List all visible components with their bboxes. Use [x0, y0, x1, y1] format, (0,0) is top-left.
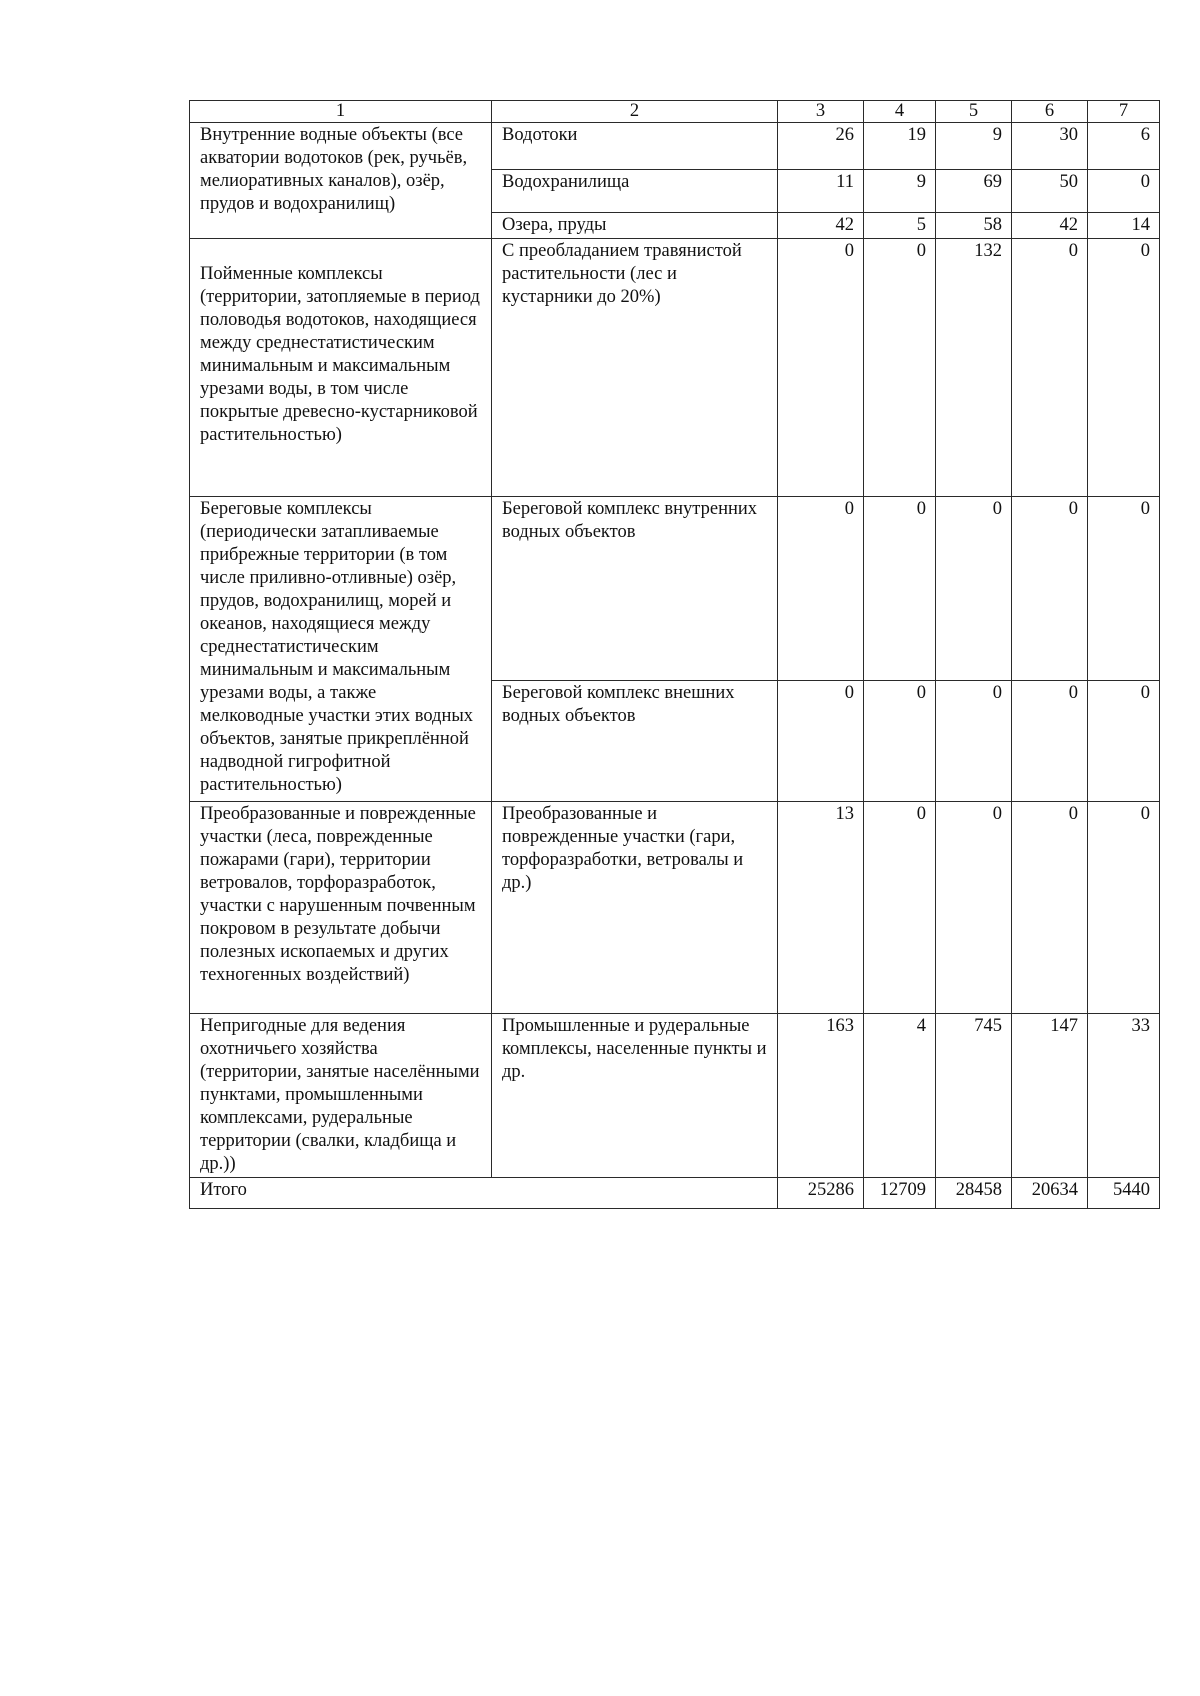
- category-cell: Внутренние водные объекты (все акватории водотоков (рек, ручьёв, мелиоративных каналов), озёр, прудов и водохранилищ): [190, 123, 492, 239]
- type-cell: Озера, пруды: [492, 213, 778, 239]
- table-row: [190, 123, 1160, 170]
- value-cell: 745: [936, 1014, 1012, 1178]
- value-cell: 0: [1088, 802, 1160, 1014]
- value-cell: 0: [1088, 497, 1160, 681]
- value-cell: 0: [864, 681, 936, 802]
- type-cell: Береговой комплекс внешних водных объектов: [492, 681, 778, 802]
- value-cell: 0: [864, 239, 936, 497]
- value-cell: 58: [936, 213, 1012, 239]
- value-cell: 0: [864, 802, 936, 1014]
- value-cell: 0: [778, 681, 864, 802]
- category-text: Пойменные комплексы (территории, затопляемые в период половодья водотоков, находящиеся между среднестатистическим минимальным и максимальным урезами воды, в том числе покрытые древесно-кустарниковой растительностью): [200, 264, 480, 445]
- column-number: 2: [492, 101, 778, 123]
- value-cell: 132: [936, 239, 1012, 497]
- column-number: 1: [190, 101, 492, 123]
- value-cell: 11: [778, 170, 864, 213]
- value-cell: 0: [1088, 681, 1160, 802]
- value-cell: 19: [864, 123, 936, 170]
- value-cell: 13: [778, 802, 864, 1014]
- value-cell: 147: [1012, 1014, 1088, 1178]
- column-number: 3: [778, 101, 864, 123]
- value-cell: 9: [864, 170, 936, 213]
- value-cell: 42: [1012, 213, 1088, 239]
- value-cell: 0: [1088, 239, 1160, 497]
- table-row: [190, 497, 1160, 681]
- table-row: [190, 239, 1160, 497]
- value-cell: 5: [864, 213, 936, 239]
- value-cell: 0: [1088, 170, 1160, 213]
- value-cell: 0: [778, 239, 864, 497]
- type-cell: С преобладанием травянистой растительности (лес и кустарники до 20%): [492, 239, 778, 497]
- category-cell: Береговые комплексы (периодически затапливаемые прибрежные территории (в том числе приливно-отливные) озёр, прудов, водохранилищ, морей и океанов, находящиеся между среднестатистическим минимальным и максимальным урезами воды, а также мелководные участки этих водных объектов, занятые прикреплённой надводной гигрофитной растительностью): [190, 497, 492, 802]
- column-number: 4: [864, 101, 936, 123]
- column-number-row: [190, 101, 1160, 123]
- value-cell: 0: [778, 497, 864, 681]
- value-cell: 4: [864, 1014, 936, 1178]
- total-label: Итого: [190, 1178, 778, 1209]
- column-number: 7: [1088, 101, 1160, 123]
- value-cell: 14: [1088, 213, 1160, 239]
- total-row: [190, 1178, 1160, 1209]
- value-cell: 30: [1012, 123, 1088, 170]
- table-row: [190, 1014, 1160, 1178]
- value-cell: 69: [936, 170, 1012, 213]
- total-value: 25286: [778, 1178, 864, 1209]
- column-number: 6: [1012, 101, 1088, 123]
- type-cell: Промышленные и рудеральные комплексы, населенные пункты и др.: [492, 1014, 778, 1178]
- value-cell: 33: [1088, 1014, 1160, 1178]
- value-cell: 26: [778, 123, 864, 170]
- type-cell: Преобразованные и поврежденные участки (гари, торфоразработки, ветровалы и др.): [492, 802, 778, 1014]
- value-cell: 0: [936, 681, 1012, 802]
- table-row: [190, 802, 1160, 1014]
- type-cell: Водотоки: [492, 123, 778, 170]
- value-cell: 9: [936, 123, 1012, 170]
- type-cell: Водохранилища: [492, 170, 778, 213]
- land-category-table: [189, 100, 1160, 1209]
- value-cell: 0: [1012, 681, 1088, 802]
- total-value: 28458: [936, 1178, 1012, 1209]
- type-cell: Береговой комплекс внутренних водных объектов: [492, 497, 778, 681]
- total-value: 20634: [1012, 1178, 1088, 1209]
- value-cell: 0: [1012, 239, 1088, 497]
- value-cell: 0: [864, 497, 936, 681]
- category-cell: Непригодные для ведения охотничьего хозяйства (территории, занятые населёнными пунктами, промышленными комплексами, рудеральные территории (свалки, кладбища и др.)): [190, 1014, 492, 1178]
- category-cell: Преобразованные и поврежденные участки (леса, поврежденные пожарами (гари), территории ветровалов, торфоразработок, участки с нарушенным почвенным покровом в результате добычи полезных ископаемых и других техногенных воздействий): [190, 802, 492, 1014]
- total-value: 5440: [1088, 1178, 1160, 1209]
- total-value: 12709: [864, 1178, 936, 1209]
- value-cell: 0: [1012, 802, 1088, 1014]
- column-number: 5: [936, 101, 1012, 123]
- category-cell: [190, 239, 492, 497]
- value-cell: 0: [1012, 497, 1088, 681]
- value-cell: 0: [936, 802, 1012, 1014]
- value-cell: 6: [1088, 123, 1160, 170]
- value-cell: 50: [1012, 170, 1088, 213]
- value-cell: 42: [778, 213, 864, 239]
- value-cell: 0: [936, 497, 1012, 681]
- value-cell: 163: [778, 1014, 864, 1178]
